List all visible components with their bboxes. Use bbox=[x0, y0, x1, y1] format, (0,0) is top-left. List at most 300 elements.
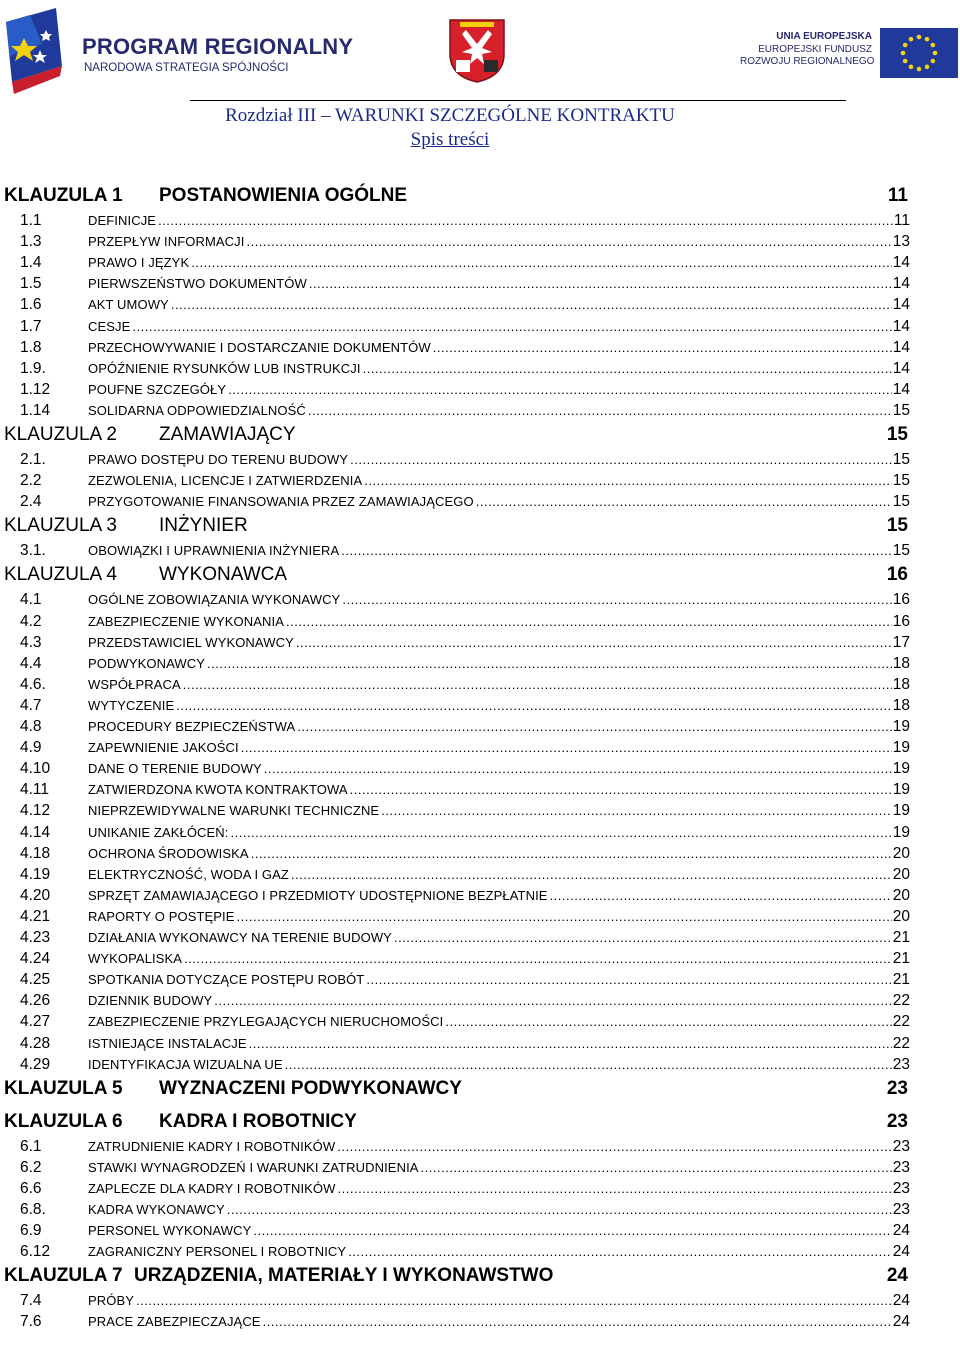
toc-clause-heading[interactable] bbox=[0, 1263, 960, 1289]
dot-leader bbox=[476, 492, 892, 512]
entry-page-number: 20 bbox=[892, 907, 910, 925]
entry-title: WSPÓŁPRACA bbox=[88, 676, 181, 692]
entry-page-number: 15 bbox=[892, 472, 910, 490]
entry-number: 1.6 bbox=[20, 296, 42, 314]
entry-line bbox=[88, 612, 910, 632]
entry-page-number: 24 bbox=[892, 1292, 910, 1310]
entry-title: NIEPRZEWIDYWALNE WARUNKI TECHNICZNE bbox=[88, 803, 380, 819]
entry-page-number: 14 bbox=[892, 338, 910, 356]
entry-title: DZIAŁANIA WYKONAWCY NA TERENIE BUDOWY bbox=[88, 930, 392, 945]
entry-title: PODWYKONAWCY bbox=[88, 655, 206, 671]
dot-leader bbox=[341, 541, 891, 561]
toc-entry[interactable] bbox=[0, 338, 960, 358]
entry-number: 4.11 bbox=[20, 781, 50, 799]
clause-title: WYKONAWCA bbox=[159, 564, 288, 586]
dot-leader bbox=[227, 1200, 892, 1220]
entry-number: 1.7 bbox=[20, 317, 42, 335]
toc-entry[interactable] bbox=[0, 991, 960, 1011]
dot-leader bbox=[246, 232, 891, 252]
chapter-title: Rozdział III – WARUNKI SZCZEGÓLNE KONTRAKTU bbox=[225, 105, 675, 126]
toc-entry[interactable] bbox=[0, 1055, 960, 1075]
entry-line bbox=[88, 844, 910, 864]
entry-line bbox=[88, 380, 910, 400]
entry-title: ZABEZPIECZENIE PRZYLEGAJĄCYCH NIERUCHOMOŚCI bbox=[88, 1014, 444, 1030]
entry-line bbox=[88, 717, 910, 737]
toc-entry[interactable] bbox=[0, 492, 960, 512]
program-title: PROGRAM REGIONALNY bbox=[82, 34, 354, 59]
toc-clause-heading[interactable] bbox=[0, 562, 960, 588]
entry-number: 4.25 bbox=[20, 971, 51, 989]
entry-page-number: 22 bbox=[892, 992, 910, 1010]
entry-title: ZABEZPIECZENIE WYKONANIA bbox=[88, 613, 284, 629]
entry-page-number: 20 bbox=[892, 886, 910, 904]
toc-entry[interactable] bbox=[0, 590, 960, 610]
entry-line bbox=[88, 211, 910, 231]
clause-page-number: 23 bbox=[886, 1077, 908, 1099]
entry-line bbox=[88, 675, 910, 695]
toc-entry[interactable] bbox=[0, 1221, 960, 1241]
entry-page-number: 23 bbox=[892, 1179, 910, 1197]
toc-entry[interactable] bbox=[0, 633, 960, 653]
entry-line bbox=[88, 232, 910, 252]
entry-line bbox=[88, 317, 910, 337]
entry-title: POUFNE SZCZEGÓŁY bbox=[88, 381, 227, 397]
entry-line bbox=[88, 1034, 910, 1054]
entry-line bbox=[88, 654, 910, 674]
entry-page-number: 14 bbox=[892, 380, 910, 398]
entry-number: 4.20 bbox=[20, 886, 51, 904]
entry-page-number: 13 bbox=[892, 233, 910, 251]
entry-page-number: 19 bbox=[892, 718, 910, 735]
entry-page-number: 11 bbox=[893, 212, 910, 229]
entry-page-number: 20 bbox=[892, 865, 910, 883]
entry-page-number: 15 bbox=[892, 401, 910, 419]
entry-page-number: 19 bbox=[892, 739, 910, 757]
entry-number: 6.9 bbox=[20, 1222, 42, 1240]
entry-number: 4.8 bbox=[20, 718, 42, 735]
toc-entry[interactable] bbox=[0, 1034, 960, 1054]
dot-leader bbox=[241, 738, 892, 758]
entry-title: PIERWSZEŃSTWO DOKUMENTÓW bbox=[88, 276, 307, 292]
entry-number: 1.12 bbox=[20, 380, 51, 398]
entry-page-number: 19 bbox=[892, 823, 910, 841]
toc-entry[interactable] bbox=[0, 274, 960, 294]
toc-entry[interactable] bbox=[0, 1179, 960, 1199]
entry-number: 4.2 bbox=[20, 612, 42, 630]
entry-page-number: 15 bbox=[892, 493, 910, 511]
dot-leader bbox=[381, 801, 892, 821]
entry-number: 6.12 bbox=[20, 1243, 51, 1261]
entry-line bbox=[88, 274, 910, 294]
clause-page-number: 11 bbox=[887, 185, 908, 206]
dot-leader bbox=[350, 450, 892, 470]
clause-label: KLAUZULA 5 bbox=[4, 1077, 123, 1099]
entry-page-number: 24 bbox=[892, 1222, 910, 1240]
entry-number: 4.14 bbox=[20, 823, 51, 841]
entry-line bbox=[88, 949, 910, 969]
dot-leader bbox=[364, 471, 892, 491]
clause-title: URZĄDZENIA, MATERIAŁY I WYKONAWSTWO bbox=[134, 1265, 554, 1287]
entry-title: DANE O TERENIE BUDOWY bbox=[88, 761, 262, 777]
entry-title: OPÓŹNIENIE RYSUNKÓW LUB INSTRUKCJI bbox=[88, 360, 361, 376]
entry-page-number: 18 bbox=[892, 675, 910, 693]
entry-page-number: 16 bbox=[892, 591, 910, 609]
toc-entry[interactable] bbox=[0, 253, 960, 273]
entry-number: 4.4 bbox=[20, 654, 42, 672]
entry-number: 4.6. bbox=[20, 675, 46, 693]
toc-entry[interactable] bbox=[0, 1137, 960, 1157]
entry-title: RAPORTY O POSTĘPIE bbox=[88, 908, 235, 924]
entry-page-number: 19 bbox=[892, 781, 910, 799]
toc-clause-heading[interactable] bbox=[0, 1076, 960, 1102]
entry-line bbox=[88, 738, 910, 758]
entry-line bbox=[88, 823, 910, 843]
toc-entry[interactable] bbox=[0, 1312, 960, 1332]
dot-leader bbox=[184, 949, 892, 969]
toc-entry[interactable] bbox=[0, 759, 960, 779]
dot-leader bbox=[286, 612, 892, 632]
entry-page-number: 23 bbox=[892, 1201, 910, 1218]
entry-line bbox=[88, 1055, 910, 1075]
dot-leader bbox=[338, 1179, 892, 1199]
dot-leader bbox=[264, 759, 892, 779]
entry-line bbox=[88, 907, 910, 927]
entry-number: 1.5 bbox=[20, 275, 42, 293]
entry-page-number: 24 bbox=[892, 1243, 910, 1261]
dot-leader bbox=[297, 717, 891, 737]
clause-label: KLAUZULA 3 bbox=[4, 515, 117, 537]
toc-entry[interactable] bbox=[0, 612, 960, 632]
clause-page-number: 23 bbox=[886, 1110, 908, 1132]
entry-title: PRAWO I JĘZYK bbox=[88, 255, 190, 271]
toc-clause-heading[interactable] bbox=[0, 513, 960, 539]
entry-line bbox=[88, 471, 910, 491]
eu-line-2: EUROPEJSKI FUNDUSZ bbox=[758, 43, 872, 55]
toc-entry[interactable] bbox=[0, 801, 960, 821]
entry-line bbox=[88, 338, 910, 358]
entry-number: 4.26 bbox=[20, 992, 51, 1010]
dot-leader bbox=[171, 295, 892, 315]
entry-page-number: 22 bbox=[892, 1034, 910, 1052]
toc-entry[interactable] bbox=[0, 401, 960, 421]
entry-title: AKT UMOWY bbox=[88, 297, 169, 313]
clause-label: KLAUZULA 6 bbox=[4, 1110, 123, 1132]
clause-title: POSTANOWIENIA OGÓLNE bbox=[159, 185, 408, 206]
entry-page-number: 21 bbox=[892, 929, 910, 946]
entry-title: ZATWIERDZONA KWOTA KONTRAKTOWA bbox=[88, 782, 348, 798]
entry-title: WYTYCZENIE bbox=[88, 697, 175, 713]
dot-leader bbox=[445, 1012, 891, 1032]
dot-leader bbox=[158, 211, 893, 231]
entry-number: 6.2 bbox=[20, 1158, 42, 1176]
entry-title: ZAGRANICZNY PERSONEL I ROBOTNICY bbox=[88, 1244, 347, 1260]
entry-number: 4.23 bbox=[20, 929, 51, 946]
entry-line bbox=[88, 1242, 910, 1262]
dot-leader bbox=[285, 1055, 892, 1075]
entry-title: STAWKI WYNAGRODZEŃ I WARUNKI ZATRUDNIENIA bbox=[88, 1159, 419, 1175]
entry-title: KADRA WYKONAWCY bbox=[88, 1202, 225, 1217]
entry-title: PRZEPŁYW INFORMACJI bbox=[88, 234, 245, 250]
toc-entry[interactable] bbox=[0, 886, 960, 906]
dot-leader bbox=[183, 675, 892, 695]
dot-leader bbox=[296, 633, 892, 653]
entry-number: 4.12 bbox=[20, 802, 51, 820]
entry-title: PERSONEL WYKONAWCY bbox=[88, 1223, 252, 1239]
dot-leader bbox=[191, 253, 892, 273]
entry-title: DEFINICJE bbox=[88, 213, 157, 228]
entry-line bbox=[88, 1179, 910, 1199]
program-subtitle: NARODOWA STRATEGIA SPÓJNOŚCI bbox=[84, 62, 289, 74]
entry-title: PRACE ZABEZPIECZAJĄCE bbox=[88, 1314, 261, 1330]
entry-page-number: 14 bbox=[892, 254, 910, 272]
entry-number: 1.3 bbox=[20, 233, 42, 251]
entry-line bbox=[88, 780, 910, 800]
entry-line bbox=[88, 541, 910, 561]
entry-page-number: 14 bbox=[892, 359, 910, 377]
entry-page-number: 15 bbox=[892, 451, 910, 468]
entry-line bbox=[88, 1221, 910, 1241]
clause-page-number: 16 bbox=[886, 564, 908, 586]
dot-leader bbox=[350, 780, 892, 800]
dot-leader bbox=[550, 886, 892, 906]
entry-line bbox=[88, 801, 910, 821]
entry-line bbox=[88, 590, 910, 610]
entry-number: 4.18 bbox=[20, 844, 51, 862]
clause-title: INŻYNIER bbox=[159, 515, 248, 537]
eu-line-3: ROZWOJU REGIONALNEGO bbox=[740, 56, 875, 67]
entry-title: IDENTYFIKACJA WIZUALNA UE bbox=[88, 1056, 283, 1072]
dot-leader bbox=[251, 844, 892, 864]
clause-title: ZAMAWIAJĄCY bbox=[159, 424, 296, 445]
toc-entry[interactable] bbox=[0, 295, 960, 315]
entry-number: 1.8 bbox=[20, 338, 42, 356]
entry-page-number: 14 bbox=[892, 317, 910, 335]
toc-entry[interactable] bbox=[0, 907, 960, 927]
dot-leader bbox=[207, 654, 892, 674]
entry-title: OBOWIĄZKI I UPRAWNIENIA INŻYNIERA bbox=[88, 543, 340, 559]
dot-leader bbox=[249, 1034, 892, 1054]
dot-leader bbox=[291, 865, 892, 885]
entry-number: 2.2 bbox=[20, 472, 42, 490]
entry-line bbox=[88, 991, 910, 1011]
toc-entry[interactable] bbox=[0, 1158, 960, 1178]
entry-title: UNIKANIE ZAKŁÓCEŃ: bbox=[88, 824, 229, 840]
toc-clause-heading[interactable] bbox=[0, 183, 960, 209]
entry-line bbox=[88, 450, 910, 470]
entry-page-number: 22 bbox=[892, 1013, 910, 1031]
dot-leader bbox=[231, 823, 892, 843]
entry-page-number: 20 bbox=[892, 844, 910, 862]
entry-line bbox=[88, 633, 910, 653]
dot-leader bbox=[421, 1158, 892, 1178]
clause-page-number: 24 bbox=[886, 1265, 908, 1287]
toc-entry[interactable] bbox=[0, 1291, 960, 1311]
entry-title: PRAWO DOSTĘPU DO TERENU BUDOWY bbox=[88, 452, 349, 467]
entry-number: 4.19 bbox=[20, 865, 51, 883]
dot-leader bbox=[342, 590, 891, 610]
entry-number: 1.9. bbox=[20, 359, 46, 377]
entry-line bbox=[88, 759, 910, 779]
dot-leader bbox=[228, 380, 892, 400]
entry-page-number: 23 bbox=[892, 1158, 910, 1176]
clause-label: KLAUZULA 7 bbox=[4, 1265, 123, 1287]
entry-line bbox=[88, 1200, 910, 1220]
toc-entry[interactable] bbox=[0, 696, 960, 716]
entry-number: 2.4 bbox=[20, 493, 42, 511]
entry-title: ZEZWOLENIA, LICENCJE I ZATWIERDZENIA bbox=[88, 473, 363, 489]
entry-line bbox=[88, 865, 910, 885]
entry-number: 4.29 bbox=[20, 1055, 51, 1073]
toc-entry[interactable] bbox=[0, 211, 960, 231]
entry-page-number: 15 bbox=[892, 542, 910, 560]
entry-page-number: 21 bbox=[892, 971, 910, 989]
entry-number: 1.4 bbox=[20, 254, 42, 272]
entry-number: 4.1 bbox=[20, 591, 42, 609]
toc-entry[interactable] bbox=[0, 359, 960, 379]
entry-number: 7.4 bbox=[20, 1292, 42, 1310]
entry-title: ISTNIEJĄCE INSTALACJE bbox=[88, 1035, 247, 1051]
entry-title: PRÓBY bbox=[88, 1293, 135, 1309]
dot-leader bbox=[132, 317, 891, 337]
entry-number: 4.27 bbox=[20, 1013, 51, 1031]
entry-line bbox=[88, 492, 910, 512]
toc-entry[interactable] bbox=[0, 738, 960, 758]
entry-line bbox=[88, 970, 910, 990]
entry-title: DZIENNIK BUDOWY bbox=[88, 993, 213, 1009]
entry-number: 7.6 bbox=[20, 1313, 42, 1331]
toc-entry[interactable] bbox=[0, 1012, 960, 1032]
entry-number: 6.6 bbox=[20, 1179, 42, 1197]
entry-number: 4.3 bbox=[20, 633, 42, 651]
toc-entry[interactable] bbox=[0, 1242, 960, 1262]
dot-leader bbox=[433, 338, 892, 358]
entry-page-number: 21 bbox=[892, 950, 910, 968]
entry-page-number: 23 bbox=[892, 1137, 910, 1155]
toc-entry[interactable] bbox=[0, 949, 960, 969]
entry-page-number: 18 bbox=[892, 654, 910, 672]
dot-leader bbox=[237, 907, 892, 927]
toc-entry[interactable] bbox=[0, 717, 960, 737]
entry-line bbox=[88, 1291, 910, 1311]
dot-leader bbox=[366, 970, 891, 990]
entry-line bbox=[88, 401, 910, 421]
entry-title: SOLIDARNA ODPOWIEDZIALNOŚĆ bbox=[88, 402, 306, 418]
toc-entry[interactable] bbox=[0, 450, 960, 470]
entry-title: ELEKTRYCZNOŚĆ, WODA I GAZ bbox=[88, 866, 289, 882]
entry-number: 6.1 bbox=[20, 1137, 42, 1155]
dot-leader bbox=[253, 1221, 891, 1241]
entry-title: OCHRONA ŚRODOWISKA bbox=[88, 845, 249, 861]
entry-number: 4.21 bbox=[20, 907, 51, 925]
toc-entry[interactable] bbox=[0, 865, 960, 885]
toc-entry[interactable] bbox=[0, 541, 960, 561]
toc-entry[interactable] bbox=[0, 675, 960, 695]
entry-page-number: 17 bbox=[892, 633, 910, 651]
toc-entry[interactable] bbox=[0, 471, 960, 491]
entry-title: ZAPEWNIENIE JAKOŚCI bbox=[88, 740, 239, 756]
entry-number: 6.8. bbox=[20, 1201, 46, 1218]
toc-entry[interactable] bbox=[0, 780, 960, 800]
toc-entry[interactable] bbox=[0, 844, 960, 864]
toc-entry[interactable] bbox=[0, 928, 960, 948]
dot-leader bbox=[363, 359, 892, 379]
entry-title: WYKOPALISKA bbox=[88, 951, 183, 967]
entry-number: 4.10 bbox=[20, 760, 51, 778]
entry-number: 4.28 bbox=[20, 1034, 51, 1052]
toc-entry[interactable] bbox=[0, 1200, 960, 1220]
dot-leader bbox=[263, 1312, 892, 1332]
dot-leader bbox=[214, 991, 891, 1011]
entry-title: ZAPLECZE DLA KADRY I ROBOTNIKÓW bbox=[88, 1180, 336, 1196]
entry-page-number: 14 bbox=[892, 275, 910, 293]
entry-line bbox=[88, 1137, 910, 1157]
entry-title: PRZEDSTAWICIEL WYKONAWCY bbox=[88, 634, 294, 650]
entry-line bbox=[88, 696, 910, 716]
entry-line bbox=[88, 928, 910, 948]
entry-line bbox=[88, 1158, 910, 1178]
entry-number: 3.1. bbox=[20, 542, 46, 560]
toc-clause-heading[interactable] bbox=[0, 422, 960, 448]
dot-leader bbox=[394, 928, 892, 948]
toc-title[interactable]: Spis treści bbox=[410, 129, 490, 150]
dot-leader bbox=[309, 274, 892, 294]
entry-title: OGÓLNE ZOBOWIĄZANIA WYKONAWCY bbox=[88, 592, 341, 608]
toc-entry[interactable] bbox=[0, 654, 960, 674]
entry-page-number: 14 bbox=[892, 296, 910, 314]
toc-clause-heading[interactable] bbox=[0, 1109, 960, 1135]
entry-page-number: 18 bbox=[892, 696, 910, 714]
entry-line bbox=[88, 359, 910, 379]
toc-entry[interactable] bbox=[0, 232, 960, 252]
entry-page-number: 19 bbox=[892, 802, 910, 820]
entry-page-number: 24 bbox=[892, 1313, 910, 1331]
clause-label: KLAUZULA 2 bbox=[4, 424, 117, 445]
entry-number: 1.14 bbox=[20, 401, 51, 419]
toc-entry[interactable] bbox=[0, 380, 960, 400]
entry-number: 4.9 bbox=[20, 739, 42, 757]
entry-number: 2.1. bbox=[20, 451, 46, 468]
entry-number: 1.1 bbox=[20, 212, 42, 229]
entry-title: SPOTKANIA DOTYCZĄCE POSTĘPU ROBÓT bbox=[88, 972, 365, 988]
entry-line bbox=[88, 253, 910, 273]
dot-leader bbox=[308, 401, 892, 421]
clause-page-number: 15 bbox=[886, 515, 908, 537]
dot-leader bbox=[337, 1137, 892, 1157]
entry-title: SPRZĘT ZAMAWIAJĄCEGO I PRZEDMIOTY UDOSTĘPNIONE BEZPŁATNIE bbox=[88, 887, 548, 903]
clause-label: KLAUZULA 1 bbox=[4, 185, 123, 206]
entry-number: 4.24 bbox=[20, 950, 51, 968]
toc-entry[interactable] bbox=[0, 823, 960, 843]
entry-title: CESJE bbox=[88, 318, 131, 334]
dot-leader bbox=[136, 1291, 892, 1311]
toc-entry[interactable] bbox=[0, 317, 960, 337]
entry-page-number: 19 bbox=[892, 760, 910, 778]
eu-line-1: UNIA EUROPEJSKA bbox=[776, 31, 872, 42]
entry-line bbox=[88, 1012, 910, 1032]
entry-line bbox=[88, 295, 910, 315]
entry-title: ZATRUDNIENIE KADRY I ROBOTNIKÓW bbox=[88, 1138, 336, 1154]
toc-entry[interactable] bbox=[0, 970, 960, 990]
clause-title: WYZNACZENI PODWYKONAWCY bbox=[159, 1077, 462, 1099]
entry-page-number: 23 bbox=[892, 1055, 910, 1073]
entry-title: PROCEDURY BEZPIECZEŃSTWA bbox=[88, 719, 296, 734]
entry-title: PRZYGOTOWANIE FINANSOWANIA PRZEZ ZAMAWIAJĄCEGO bbox=[88, 494, 474, 510]
entry-line bbox=[88, 1312, 910, 1332]
dot-leader bbox=[176, 696, 892, 716]
entry-number: 4.7 bbox=[20, 696, 42, 714]
clause-label: KLAUZULA 4 bbox=[4, 564, 117, 586]
dot-leader bbox=[348, 1242, 892, 1262]
